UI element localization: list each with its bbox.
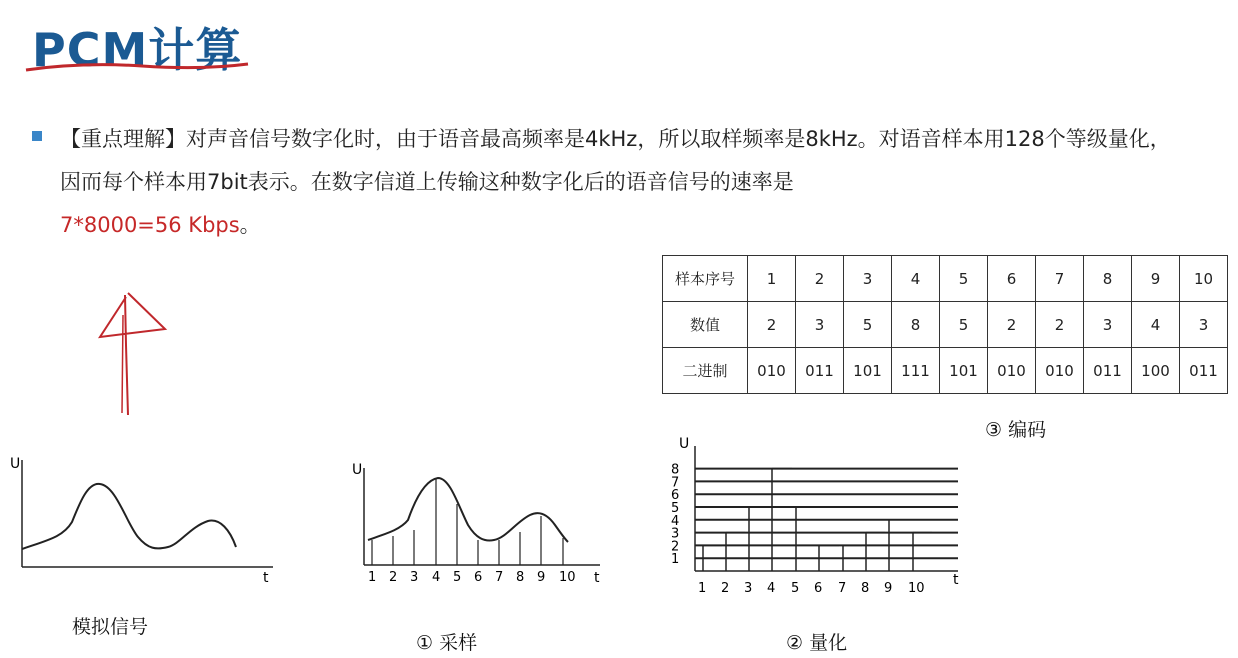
sample-tick-label: 10 [559, 570, 576, 585]
table-cell: 101 [844, 348, 892, 394]
analog-signal-chart [8, 452, 288, 582]
quant-tick-label: 4 [767, 581, 776, 596]
row-label: 数值 [663, 302, 748, 348]
quant-tick-label: 3 [744, 581, 753, 596]
quant-tick-label: 1 [698, 581, 707, 596]
sample-tick-label: 3 [410, 570, 419, 585]
table-cell: 2 [748, 302, 796, 348]
quant-tick-label: 10 [908, 581, 925, 596]
quant-level-label: 7 [671, 475, 680, 491]
rate-result: 7*8000=56 Kbps [60, 213, 240, 237]
table-cell: 2 [988, 302, 1036, 348]
quant-tick-label: 5 [791, 581, 800, 596]
quant-level-label: 4 [671, 513, 680, 529]
quant-tick-label: 9 [884, 581, 893, 596]
table-cell: 3 [844, 256, 892, 302]
quant-level-label: 5 [671, 501, 680, 516]
y-axis-label: U [352, 462, 363, 478]
table-cell: 010 [1036, 348, 1084, 394]
sample-tick-label: 9 [537, 570, 546, 585]
table-cell: 101 [940, 348, 988, 394]
quant-tick-label: 6 [814, 581, 823, 596]
paragraph-text: 【重点理解】对声音信号数字化时，由于语音最高频率是4kHz，所以取样频率是8kHz。对语音样本用128个等级量化，因而每个样本用7bit表示。在数字信道上传输这种数字化后的语音信号的速率是 [60, 127, 1171, 194]
caption-analog: 模拟信号 [72, 616, 149, 638]
table-cell: 8 [1084, 256, 1132, 302]
table-cell: 011 [1084, 348, 1132, 394]
x-axis-label: t [953, 572, 959, 588]
title-underline [22, 58, 252, 78]
y-axis-label: U [10, 456, 21, 472]
row-label: 二进制 [663, 348, 748, 394]
y-axis-label: U [679, 436, 690, 452]
table-cell: 011 [796, 348, 844, 394]
sample-tick-label: 2 [389, 570, 398, 585]
pen-arrow-annotation [90, 285, 180, 420]
quant-tick-label: 2 [721, 581, 730, 596]
sample-tick-label: 4 [432, 570, 441, 585]
caption-sampling: ① 采样 [416, 632, 478, 654]
explanation-paragraph [60, 118, 1180, 247]
paragraph-end: 。 [239, 213, 261, 237]
table-cell: 3 [796, 302, 844, 348]
caption-quantize: ② 量化 [786, 632, 848, 654]
table-cell: 2 [796, 256, 844, 302]
bullet-icon [32, 131, 42, 141]
sample-tick-label: 5 [453, 570, 462, 585]
table-cell: 7 [1036, 256, 1084, 302]
sample-tick-label: 7 [495, 570, 504, 585]
table-cell: 010 [748, 348, 796, 394]
row-label: 样本序号 [663, 256, 748, 302]
table-cell: 2 [1036, 302, 1084, 348]
quant-level-label: 1 [671, 552, 680, 568]
table-cell: 1 [748, 256, 796, 302]
table-row [663, 302, 1228, 348]
table-cell: 5 [940, 302, 988, 348]
quant-level-label: 2 [671, 539, 680, 555]
encoding-table [662, 255, 1228, 394]
analog-waveform [22, 484, 236, 549]
table-cell: 4 [1132, 302, 1180, 348]
x-axis-label: t [594, 570, 600, 586]
sample-tick-label: 1 [368, 570, 377, 585]
x-axis-label: t [263, 570, 269, 582]
table-cell: 3 [1180, 302, 1228, 348]
quant-tick-label: 7 [838, 581, 847, 596]
page-title: PCM计算 [32, 23, 243, 77]
table-cell: 011 [1180, 348, 1228, 394]
caption-encode: ③ 编码 [985, 419, 1047, 441]
quant-tick-label: 8 [861, 581, 870, 596]
table-cell: 5 [940, 256, 988, 302]
quant-level-label: 6 [671, 488, 680, 504]
table-cell: 5 [844, 302, 892, 348]
quant-level-label: 8 [671, 462, 680, 478]
table-cell: 3 [1084, 302, 1132, 348]
sample-tick-label: 6 [474, 570, 483, 585]
table-cell: 100 [1132, 348, 1180, 394]
table-cell: 4 [892, 256, 940, 302]
table-cell: 10 [1180, 256, 1228, 302]
table-cell: 6 [988, 256, 1036, 302]
table-row [663, 256, 1228, 302]
quantization-chart [665, 436, 965, 601]
quant-level-label: 3 [671, 526, 680, 542]
sampling-chart [350, 460, 610, 590]
sample-tick-label: 8 [516, 570, 525, 585]
table-row [663, 348, 1228, 394]
table-cell: 9 [1132, 256, 1180, 302]
table-cell: 111 [892, 348, 940, 394]
table-cell: 010 [988, 348, 1036, 394]
sampled-waveform [368, 478, 568, 542]
table-cell: 8 [892, 302, 940, 348]
